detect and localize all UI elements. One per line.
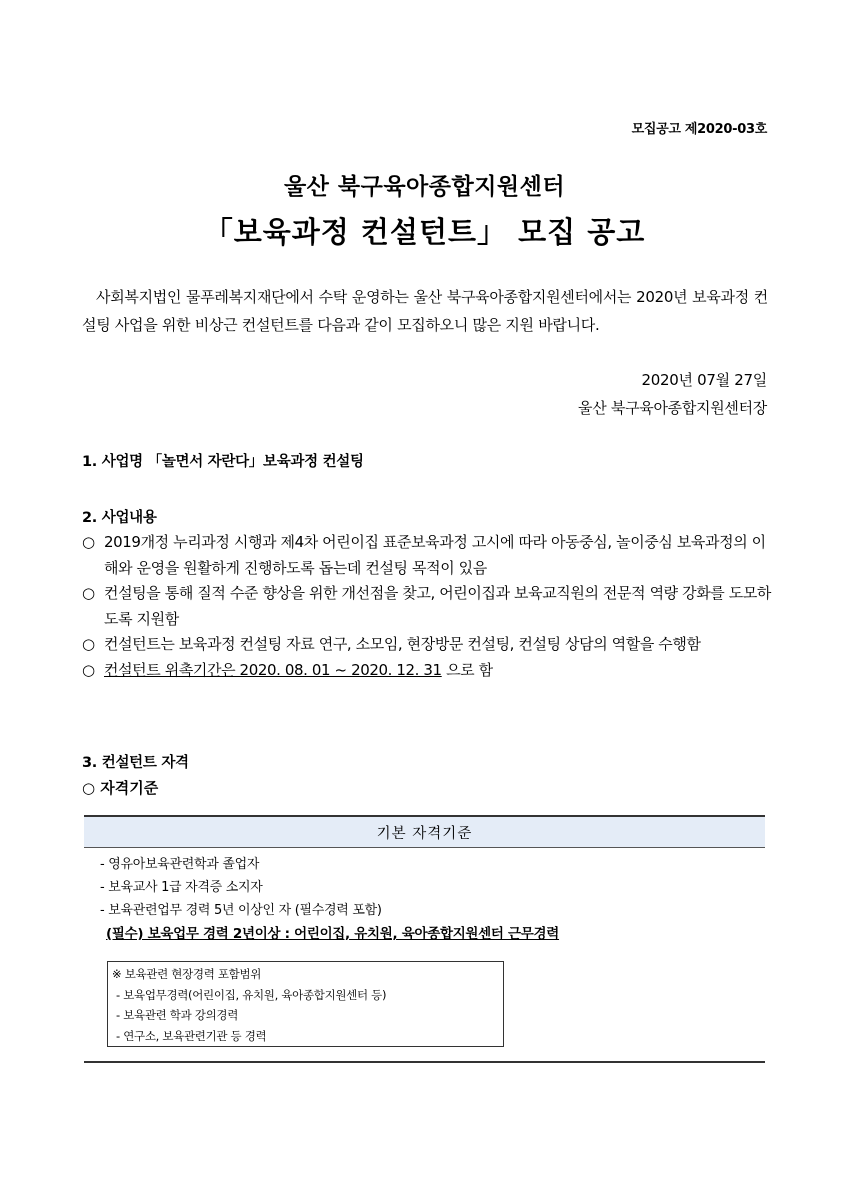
scope-item: - 연구소, 보육관련기관 등 경력: [116, 1028, 267, 1043]
criteria-table-header: 기본 자격기준: [84, 817, 765, 848]
circle-bullet-icon: ○: [82, 533, 95, 551]
bullet-item: [82, 632, 772, 658]
criteria-item: - 보육교사 1급 자격증 소지자: [100, 880, 263, 895]
appointment-period: 컨설턴트 위촉기간은 2020. 08. 01 ~ 2020. 12. 31: [104, 660, 442, 679]
criteria-list: [100, 853, 382, 922]
bullet-item: [82, 658, 772, 684]
appointment-period-suffix: 으로 함: [441, 660, 493, 679]
criteria-item: - 보육관련업무 경력 5년 이상인 자 (필수경력 포함): [100, 903, 382, 918]
bullet-text: 컨설팅을 통해 질적 수준 향상을 위한 개선점을 찾고, 어린이집과 보육교직원의 전문적 역량 강화를 도모하도록 지원함: [104, 584, 772, 628]
scope-title: ※ 보육관련 현장경력 포함범위: [112, 967, 262, 981]
bullet-text: 컨설턴트는 보육과정 컨설팅 자료 연구, 소모임, 현장방문 컨설팅, 컨설팅 상담의 역할을 수행함: [104, 635, 701, 653]
bullet-item: [82, 530, 772, 581]
required-experience: (필수) 보육업무 경력 2년이상 : 어린이집, 유치원, 육아종합지원센터 근무경력: [106, 926, 560, 942]
section2-heading: 2. 사업내용: [82, 510, 157, 526]
issuer: 울산 북구육아종합지원센터장: [578, 399, 767, 417]
experience-scope-box: [107, 961, 504, 1047]
notice-number: 모집공고 제2020-03호: [631, 122, 767, 137]
date-block: [578, 366, 767, 422]
criteria-item: - 영유아보육관련학과 졸업자: [100, 857, 260, 872]
criteria-table: [84, 815, 765, 1063]
intro-paragraph: [82, 283, 768, 339]
title-center-name: 울산 북구육아종합지원센터: [283, 174, 566, 200]
scope-item: - 보육관련 학과 강의경력: [116, 1008, 239, 1022]
circle-bullet-icon: ○: [82, 635, 95, 653]
circle-bullet-icon: ○: [82, 660, 95, 679]
bullet-item: [82, 581, 772, 632]
section3-heading: 3. 컨설턴트 자격: [82, 755, 189, 771]
intro-text: 사회복지법인 물푸레복지재단에서 수탁 운영하는 울산 북구육아종합지원센터에서는 2020년 보육과정 컨설팅 사업을 위한 비상근 컨설턴트를 다음과 같이 모집하오니 많은 지원 바랍니다.: [82, 288, 768, 334]
title-recruitment: 「보육과정 컨설턴트」 모집 공고: [203, 215, 646, 249]
section1-heading: 1. 사업명 「놀면서 자란다」보육과정 컨설팅: [82, 454, 364, 470]
criteria-subheading: ○ 자격기준: [82, 779, 159, 797]
bullet-text: 2019개정 누리과정 시행과 제4차 어린이집 표준보육과정 고시에 따라 아동중심, 놀이중심 보육과정의 이해와 운영을 원활하게 진행하도록 돕는데 컨설팅 목적이 있음: [104, 533, 766, 577]
scope-item: - 보육업무경력(어린이집, 유치원, 육아종합지원센터 등): [116, 987, 387, 1002]
bullet-text: [104, 658, 772, 684]
notice-date: 2020년 07월 27일: [641, 371, 767, 389]
section2-bullet-list: [82, 530, 772, 683]
circle-bullet-icon: ○: [82, 584, 95, 602]
